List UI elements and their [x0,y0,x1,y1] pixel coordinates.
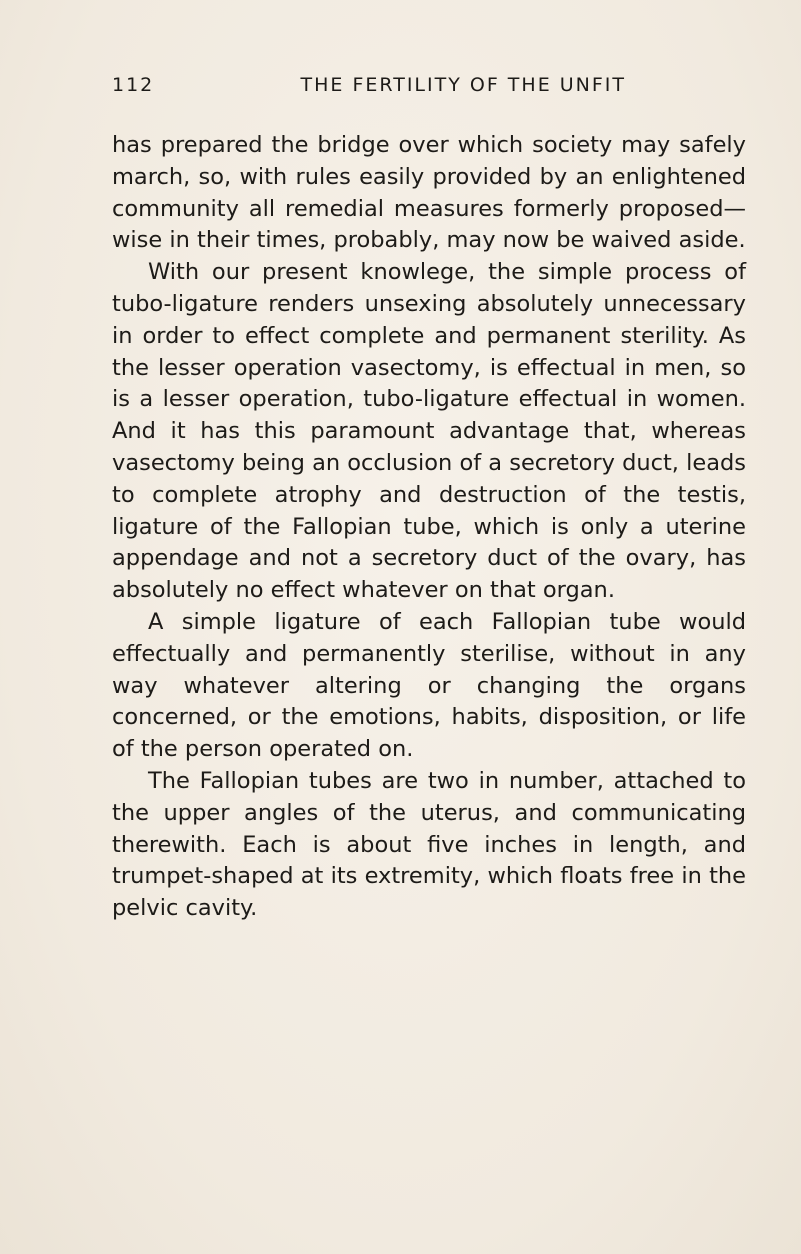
page-number: 112 [112,74,155,96]
running-head [112,70,626,100]
paragraph-fallopian-tubes: The Fallopian tubes are two in number, attached to the upper angles of the uterus, and communicating therewith. Each is about five inches in length, and trumpet-shaped at its extremity, which floats free in the pelvic cavity. [112,767,746,922]
paragraph-simple-ligature: A simple ligature of each Fallopian tube would effectually and permanently sterilise, without in any way whatever altering or changing the organs concerned, or the emotions, habits, disposition, or life of the person operated on. [112,608,746,763]
paragraph-tubo-ligature: With our present knowlege, the simple process of tubo-ligature renders unsexing absolutely unnecessary in order to effect complete and permanent sterility. As the lesser operation vasectomy, is effectual in men, so is a lesser operation, tubo-ligature effectual in women. And it has this paramount advantage that, whereas vasectomy being an occlusion of a secretory duct, leads to complete atrophy and destruction of the testis, ligature of the Fallopian tube, which is only a uterine appendage and not a secretory duct of the ovary, has absolutely no effect whatever on that organ. [112,259,746,604]
paragraph-continued: has prepared the bridge over which society may safely march, so, with rules easily provided by an enlightened community all remedial measures formerly proposed—wise in their times, probably, may now be waived aside. [112,132,746,254]
running-title: THE FERTILITY OF THE UNFIT [300,74,626,96]
body-text [112,130,746,925]
